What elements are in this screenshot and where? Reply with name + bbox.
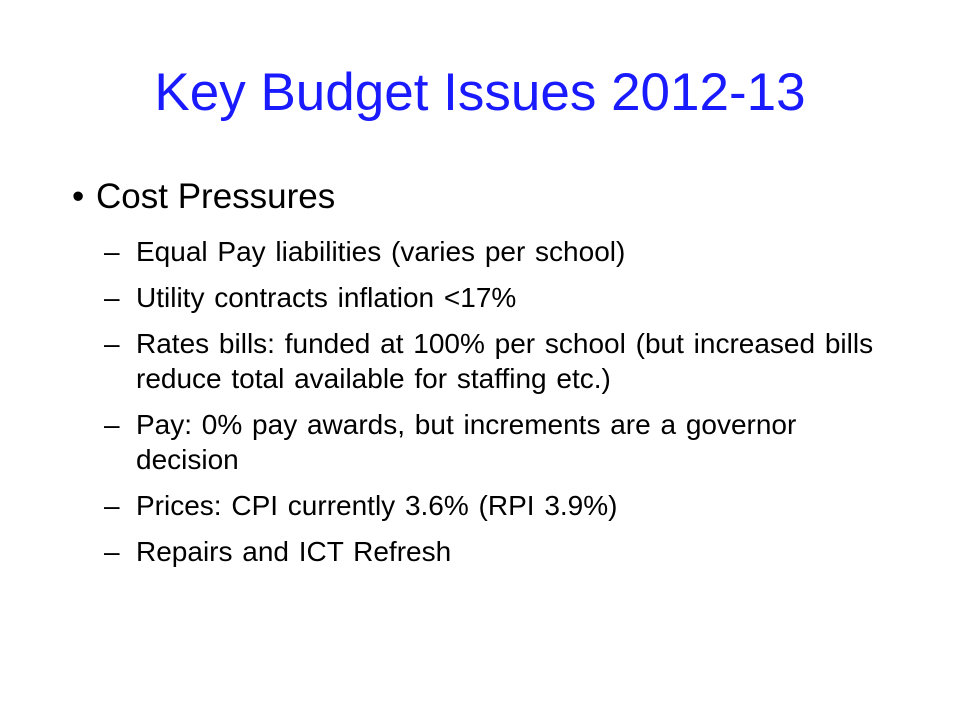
dash-icon: – <box>104 536 120 567</box>
sub-bullet-rates-bills <box>104 326 892 396</box>
slide-title: Key Budget Issues 2012-13 <box>154 63 806 122</box>
sub-bullet-repairs-ict <box>104 534 892 569</box>
sub-bullet-text: Prices: CPI currently 3.6% (RPI 3.9%) <box>136 490 618 521</box>
slide-body <box>72 168 892 580</box>
sub-bullet-text: Pay: 0% pay awards, but increments are a governor decision <box>136 409 797 475</box>
dash-icon: – <box>104 409 120 440</box>
bullet-cost-pressures <box>72 168 892 226</box>
dash-icon: – <box>104 282 120 313</box>
dash-icon: – <box>104 328 120 359</box>
sub-bullet-equal-pay <box>104 234 892 269</box>
dash-icon: – <box>104 236 120 267</box>
sub-bullet-text: Equal Pay liabilities (varies per school) <box>136 236 626 267</box>
sub-bullet-text: Rates bills: funded at 100% per school (but increased bills reduce total available for staffing etc.) <box>136 328 874 394</box>
sub-bullet-list <box>72 234 892 569</box>
sub-bullet-prices <box>104 488 892 523</box>
sub-bullet-utility-contracts <box>104 280 892 315</box>
sub-bullet-pay <box>104 407 892 477</box>
sub-bullet-text: Repairs and ICT Refresh <box>136 536 452 567</box>
sub-bullet-text: Utility contracts inflation <17% <box>136 282 517 313</box>
bullet-icon: • <box>72 177 85 216</box>
bullet-text: Cost Pressures <box>96 177 336 216</box>
dash-icon: – <box>104 490 120 521</box>
